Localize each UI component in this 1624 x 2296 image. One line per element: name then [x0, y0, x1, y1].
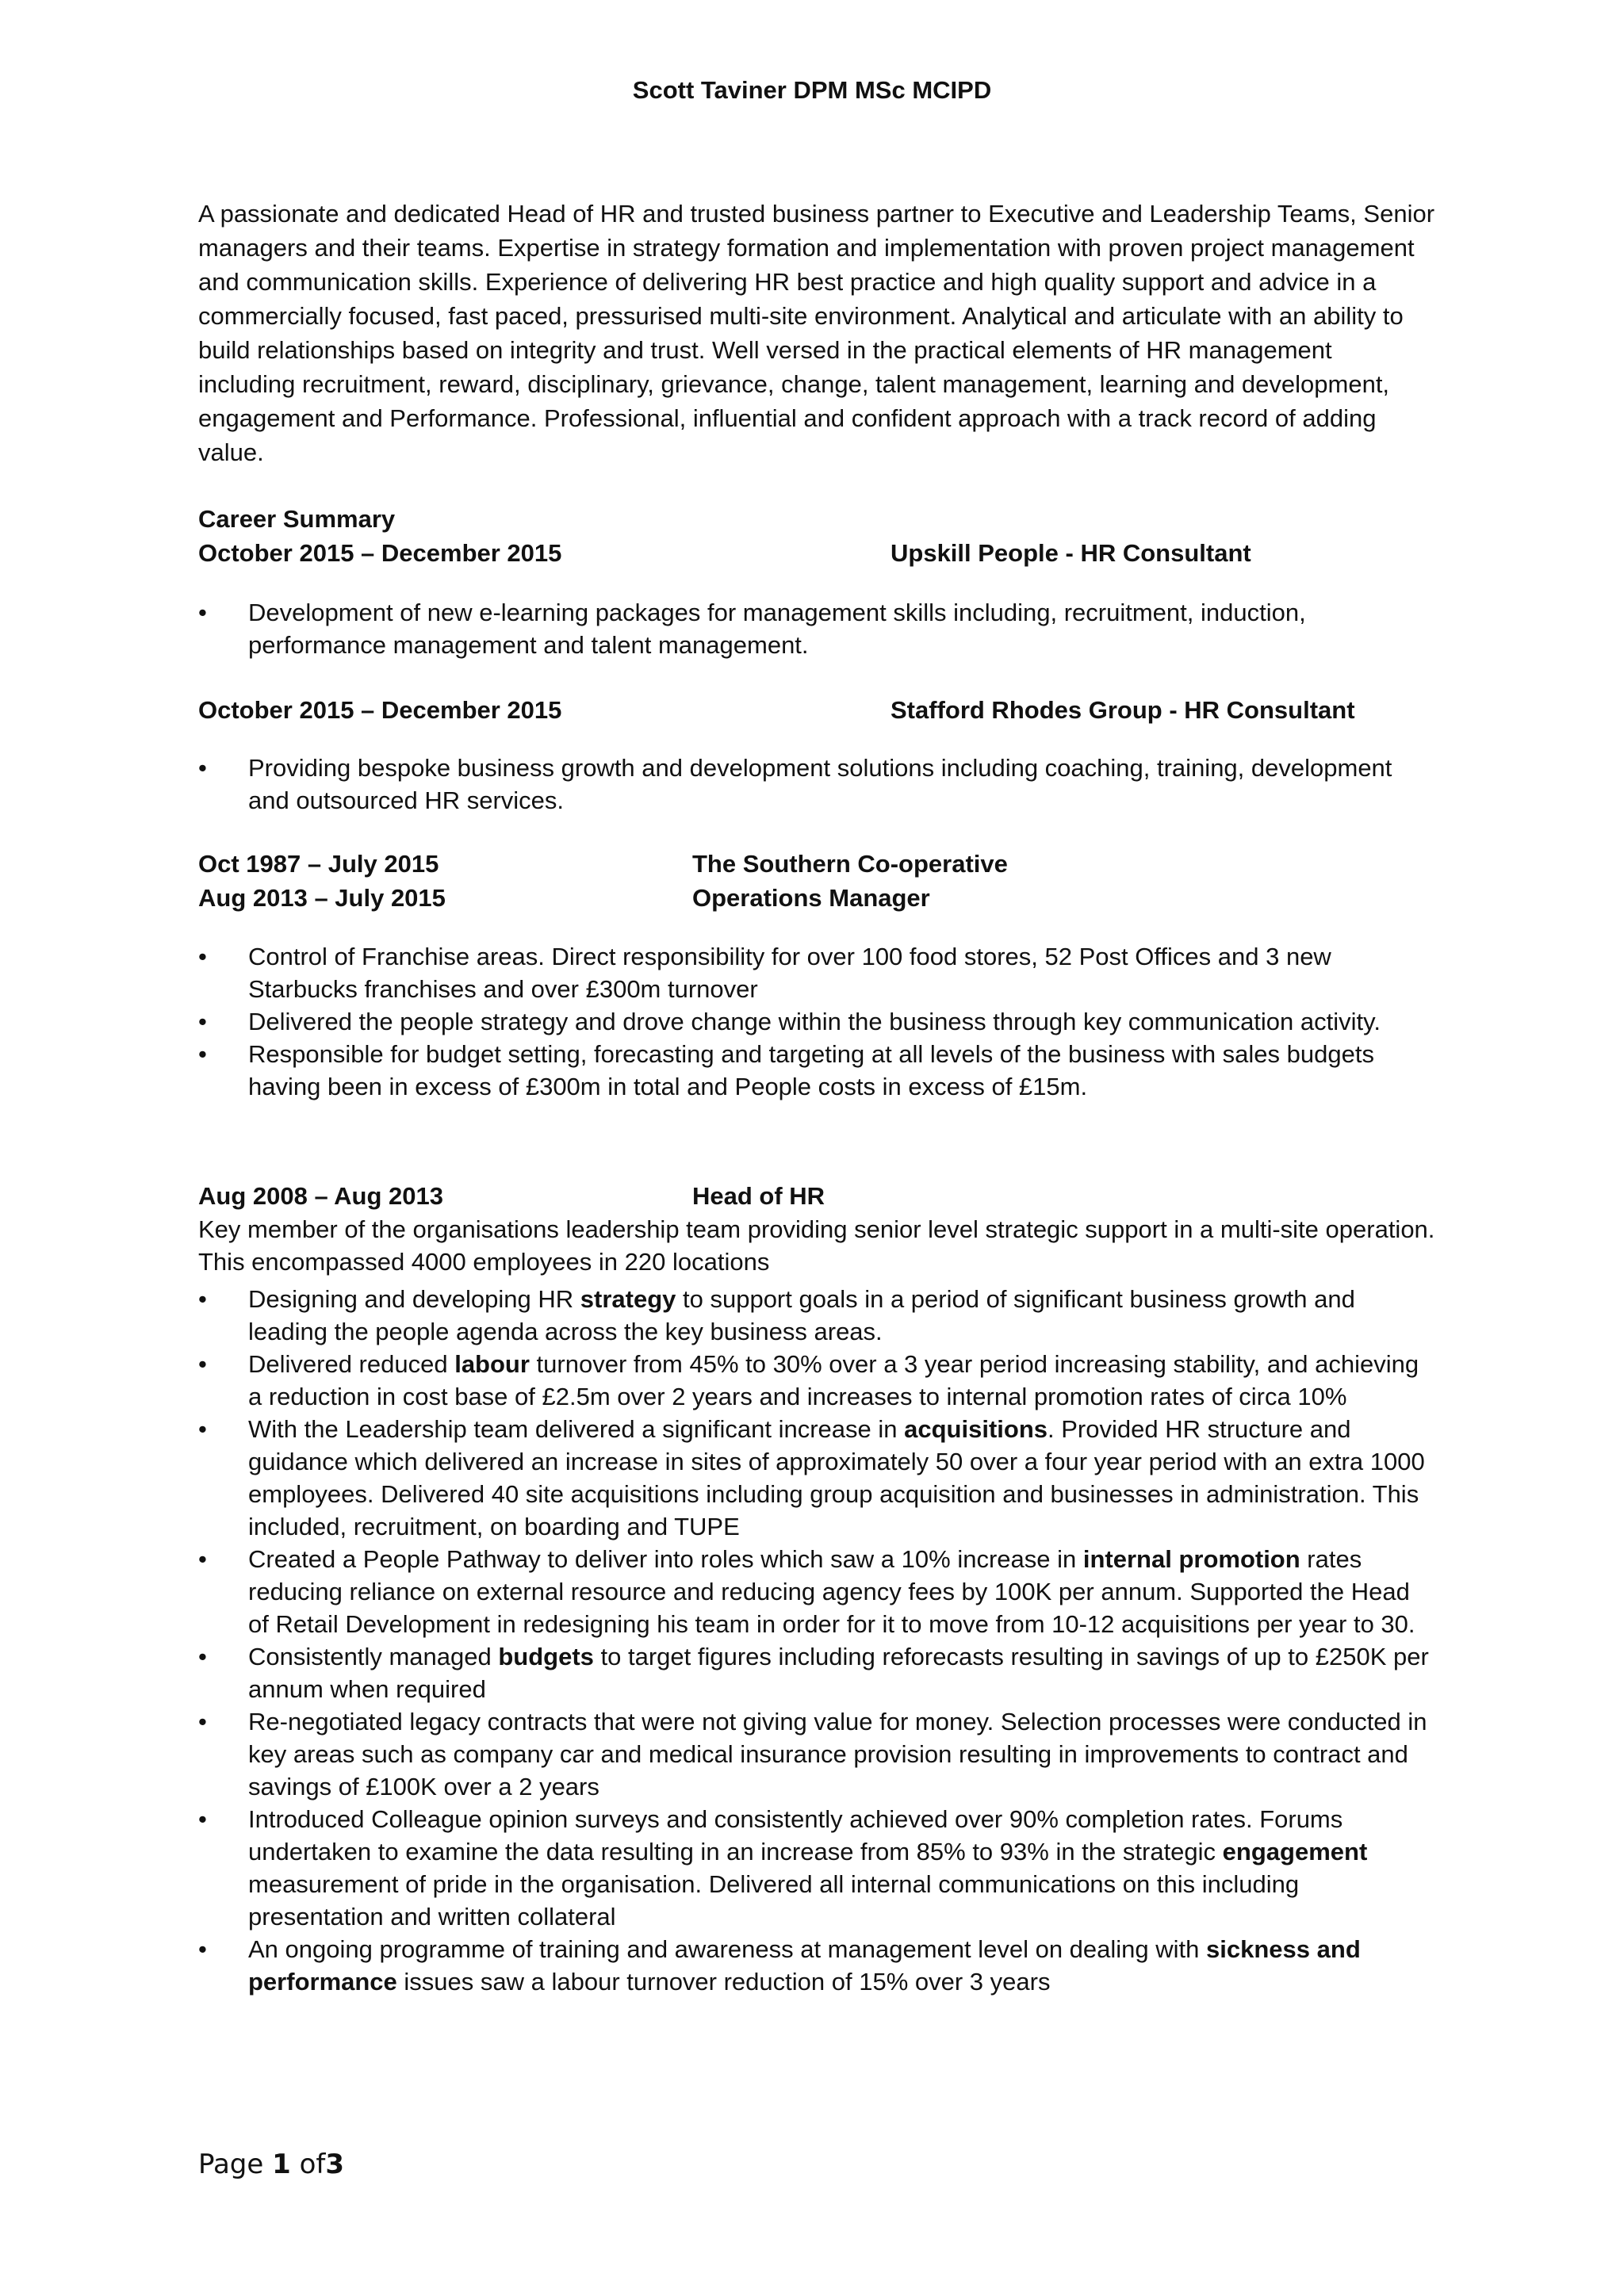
upskill-role: Upskill People - HR Consultant	[891, 539, 1251, 567]
hr-header	[198, 1179, 1435, 1213]
stafford-dates: October 2015 – December 2015	[198, 696, 562, 724]
list-item: • Delivered reduced labour turnover from 45% to 30% over a 3 year period increasing stability, and achieving a reduction in cost base of £2.5m over 2 years and increases to internal promotion rates of circa 10%	[198, 1348, 1435, 1413]
profile-summary: A passionate and dedicated Head of HR and trusted business partner to Executive and Leadership Teams, Senior managers and their teams. Expertise in strategy formation and implementation with proven project management and communication skills. Experience of delivering HR best practice and high quality support and advice in a commercially focused, fast paced, pressurised multi-site environment. Analytical and articulate with an ability to build relationships based on integrity and trust. Well versed in the practical elements of HR management including recruitment, reward, disciplinary, grievance, change, talent management, learning and development, engagement and Performance. Professional, influential and confident approach with a track record of adding value.	[198, 200, 1435, 466]
southern-employer: The Southern Co-operative	[692, 850, 1008, 878]
list-item: • Delivered the people strategy and drove change within the business through key communication activity.	[198, 1005, 1435, 1038]
list-item: • With the Leadership team delivered a significant increase in acquisitions. Provided HR structure and guidance which delivered an increase in sites of approximately 50 over a four year period with an extra 1000 employees. Delivered 40 site acquisitions including group acquisition and businesses in administration. This included, recruitment, on boarding and TUPE	[198, 1413, 1435, 1543]
ops-role: Operations Manager	[692, 884, 930, 912]
upskill-header	[198, 536, 1435, 570]
list-item: • Responsible for budget setting, forecasting and targeting at all levels of the business with sales budgets having been in excess of £300m in total and People costs in excess of £15m.	[198, 1038, 1435, 1103]
southern-dates: Oct 1987 – July 2015	[198, 850, 439, 878]
list-item: • Control of Franchise areas. Direct responsibility for over 100 food stores, 52 Post Offices and 3 new Starbucks franchises and over £300m turnover	[198, 940, 1435, 1005]
southern-section	[198, 847, 1435, 915]
head-of-hr-section	[198, 1179, 1435, 1278]
list-item: • Consistently managed budgets to target figures including reforecasts resulting in savings of up to £250K per annum when required	[198, 1640, 1435, 1705]
list-item: • Re-negotiated legacy contracts that were not giving value for money. Selection processes were conducted in key areas such as company car and medical insurance provision resulting in improvements to contract and savings of £100K over a 2 years	[198, 1705, 1435, 1803]
list-item: • Providing bespoke business growth and development solutions including coaching, training, development and outsourced HR services.	[198, 752, 1435, 817]
hr-bullets	[198, 1283, 1435, 1998]
stafford-section	[198, 693, 1435, 727]
operations-bullets	[198, 940, 1435, 1103]
list-item: • Designing and developing HR strategy to support goals in a period of significant business growth and leading the people agenda across the key business areas.	[198, 1283, 1435, 1348]
southern-header	[198, 847, 1435, 881]
career-summary-heading: Career Summary	[198, 505, 396, 533]
list-item: • Created a People Pathway to deliver into roles which saw a 10% increase in internal promotion rates reducing reliance on external resource and reducing agency fees by 100K per annum. Supported the Head of Retail Development in redesigning his team in order for it to move from 10-12 acquisitions per year to 30.	[198, 1543, 1435, 1640]
page-number: Page 1 of3	[198, 2149, 345, 2180]
stafford-role: Stafford Rhodes Group - HR Consultant	[891, 696, 1355, 724]
stafford-header	[198, 693, 1435, 727]
list-item: • An ongoing programme of training and awareness at management level on dealing with sickness and performance issues saw a labour turnover reduction of 15% over 3 years	[198, 1933, 1435, 1998]
upskill-section	[198, 502, 1435, 570]
candidate-name: Scott Taviner DPM MSc MCIPD	[632, 76, 992, 104]
operations-manager-header	[198, 881, 1435, 915]
ops-dates: Aug 2013 – July 2015	[198, 884, 446, 912]
upskill-bullets	[198, 596, 1435, 661]
list-item: • Introduced Colleague opinion surveys and consistently achieved over 90% completion rates. Forums undertaken to examine the data resulting in an increase from 85% to 93% in the strategic engagement measurement of pride in the organisation. Delivered all internal communications on this including presentation and written collateral	[198, 1803, 1435, 1933]
list-item: • Development of new e-learning packages for management skills including, recruitment, induction, performance management and talent management.	[198, 596, 1435, 661]
stafford-bullets	[198, 752, 1435, 817]
hr-role: Head of HR	[692, 1182, 825, 1210]
upskill-dates: October 2015 – December 2015	[198, 539, 562, 567]
hr-intro: Key member of the organisations leadership team providing senior level strategic support in a multi-site operation. This encompassed 4000 employees in 220 locations	[198, 1215, 1435, 1276]
hr-dates: Aug 2008 – Aug 2013	[198, 1182, 443, 1210]
